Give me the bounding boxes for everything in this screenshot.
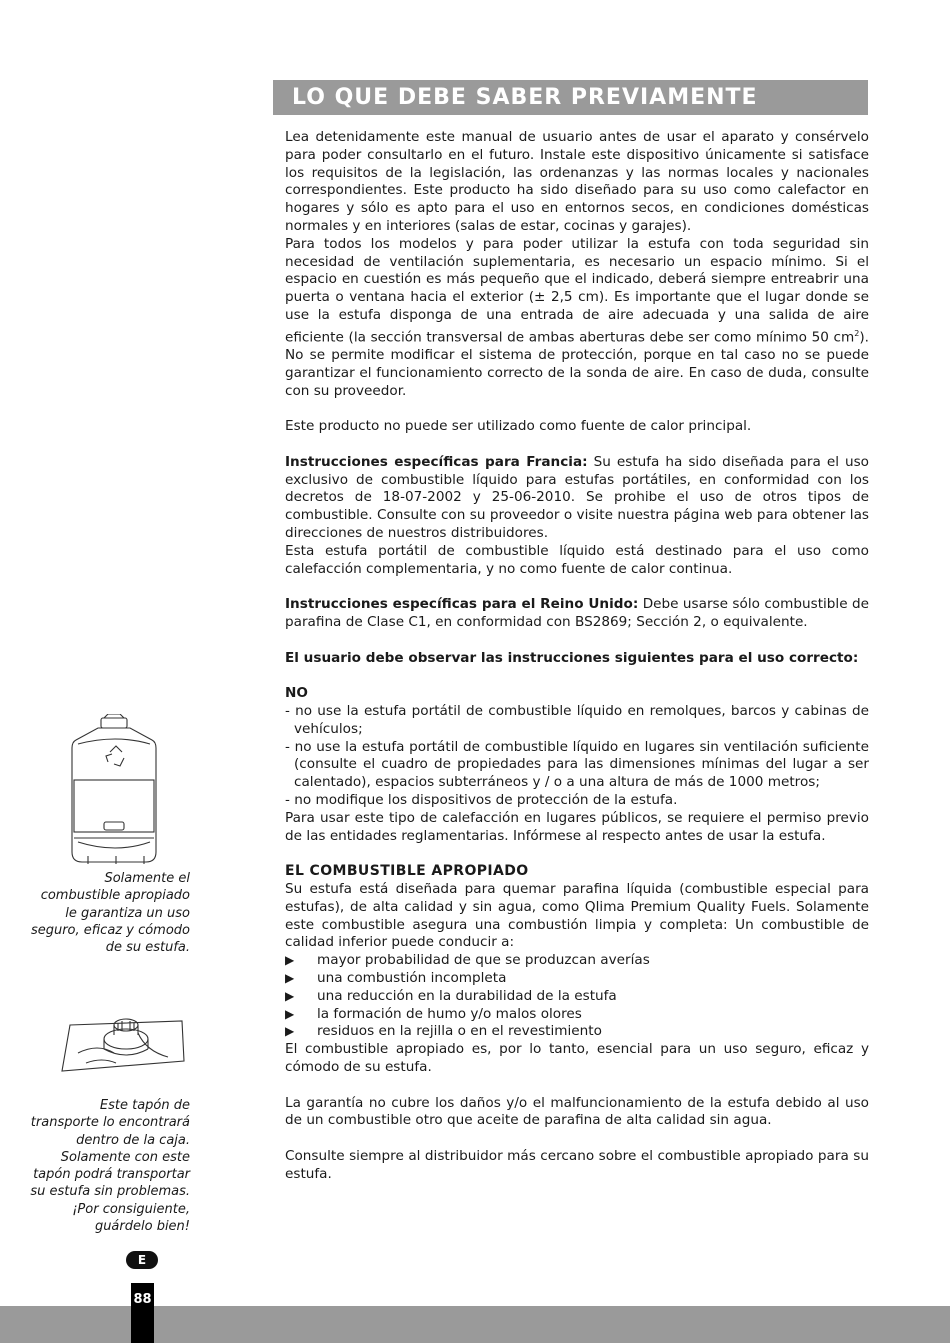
triangle-bullet-icon: ▶ <box>285 988 295 1003</box>
public-use-paragraph: Para usar este tipo de calefacción en lugares públicos, se requiere el permiso previo de las entidades reglamentarias. Infórmese al respecto antes de usar la estufa. <box>285 809 869 844</box>
list-item: - no use la estufa portátil de combustible líquido en lugares sin ventilación suficiente (consulte el cuadro de propiedades para las dimensiones mínimas del lugar a ser calentado), espacios subterráneos y / o a una altura de más de 1000 metros; <box>285 738 869 791</box>
main-text-column <box>285 129 869 1184</box>
list-item: ▶ una combustión incompleta <box>285 969 507 986</box>
intro-paragraph-1: Lea detenidamente este manual de usuario antes de usar el aparato y consérvelo para poder consultarlo en el futuro. Instale este dispositivo únicamente si satisface los requisitos de la legislación, las ordenanzas y las normas locales y nacionales correspondientes. Este producto ha sido diseñado para su uso como calefactor en hogares y sólo es apto para el uso en entornos secos, en condiciones domésticas normales y en interiores (salas de estar, cocinas y garajes). <box>285 129 869 234</box>
triangle-bullet-icon: ▶ <box>285 1024 295 1039</box>
list-item: ▶ la formación de humo y/o malos olores <box>285 1005 582 1022</box>
language-badge: E <box>126 1251 158 1269</box>
transport-cap-caption: Este tapón de transporte lo encontrará dentro de la caja. Solamente con este tapón podrá transportar su estufa sin problemas. ¡Por consiguiente, guárdelo bien! <box>30 1098 190 1235</box>
fuel-section-title: EL COMBUSTIBLE APROPIADO <box>285 863 529 880</box>
list-item: ▶ una reducción en la durabilidad de la estufa <box>285 987 617 1004</box>
france-instructions: Instrucciones específicas para Francia: Su estufa ha sido diseñada para el uso exclusivo de combustible líquido para estufas portátiles, en conformidad con los decretos de 18-07-2002 y 25-06-2010. Se prohibe el uso de otros tipos de combustible. Consulte con su proveedor o visite nuestra página web para obtener las direcciones de nuestros distribuidores. <box>285 453 870 542</box>
triangle-bullet-icon: ▶ <box>285 970 295 985</box>
list-item: ▶ residuos en la rejilla o en el revestimiento <box>285 1023 602 1040</box>
list-item: - no use la estufa portátil de combustible líquido en remolques, barcos y cabinas de vehículos; <box>285 703 869 737</box>
fuel-bullet-list <box>285 952 869 1041</box>
triangle-bullet-icon: ▶ <box>285 953 295 968</box>
fuel-conclusion: El combustible apropiado es, por lo tanto, esencial para un uso seguro, eficaz y cómodo de su estufa. <box>285 1041 869 1075</box>
no-label: NO <box>285 685 308 702</box>
page-number: 88 <box>131 1283 154 1343</box>
fuel-can-illustration <box>68 714 164 866</box>
fuel-can-caption: Solamente el combustible apropiado le garantiza un uso seguro, eficaz y cómodo de su estufa. <box>30 871 190 956</box>
list-item: - no modifique los dispositivos de protección de la estufa. <box>285 792 678 809</box>
section-title: LO QUE DEBE SABER PREVIAMENTE <box>292 85 758 110</box>
consult-paragraph: Consulte siempre al distribuidor más cercano sobre el combustible apropiado para su estufa. <box>285 1147 869 1182</box>
triangle-bullet-icon: ▶ <box>285 1006 295 1021</box>
intro-paragraph-2: Para todos los modelos y para poder utilizar la estufa con toda seguridad sin necesidad de ventilación suplementaria, es necesario un espacio mínimo. Si el espacio en cuestión es más pequeño que el indicado, deberá siempre entreabrir una puerta o ventana hacia el exterior (± 2,5 cm). Es importante que el lugar donde se use la estufa disponga de una entrada de aire adecuada y una salida de aire eficiente (la sección transversal de ambas aberturas debe ser como mínimo 50 $cm^2$). No se permite modificar el sistema de protección, porque en tal caso no se puede garantizar el funcionamiento correcto de la sonda de aire. En caso de duda, consulte con su proveedor. <box>285 235 869 399</box>
list-item: ▶ mayor probabilidad de que se produzcan averías <box>285 952 650 969</box>
warranty-paragraph: La garantía no cubre los daños y/o el malfuncionamiento de la estufa debido al uso de un combustible otro que aceite de parafina de alta calidad sin agua. <box>285 1094 869 1129</box>
uk-instructions: Instrucciones específicas para el Reino Unido: Debe usarse sólo combustible de parafina de Clase C1, en conformidad con BS2869; Sección 2, o equivalente. <box>285 596 869 631</box>
user-note: El usuario debe observar las instrucciones siguientes para el uso correcto: <box>285 649 859 666</box>
france-paragraph-2: Esta estufa portátil de combustible líquido está destinado para el uso como calefacción complementaria, y no como fuente de calor continua. <box>285 542 869 577</box>
no-list <box>285 703 869 810</box>
intro-paragraph-3: Este producto no puede ser utilizado como fuente de calor principal. <box>285 418 752 435</box>
transport-cap-illustration <box>58 1013 194 1075</box>
section-header-bar <box>273 80 868 115</box>
fuel-intro: Su estufa está diseñada para quemar parafina líquida (combustible especial para estufas), de alta calidad y sin agua, como Qlima Premium Quality Fuels. Solamente este combustible asegura una combustión limpia y completa: Un combustible de calidad inferior puede conducir a: <box>285 881 869 951</box>
